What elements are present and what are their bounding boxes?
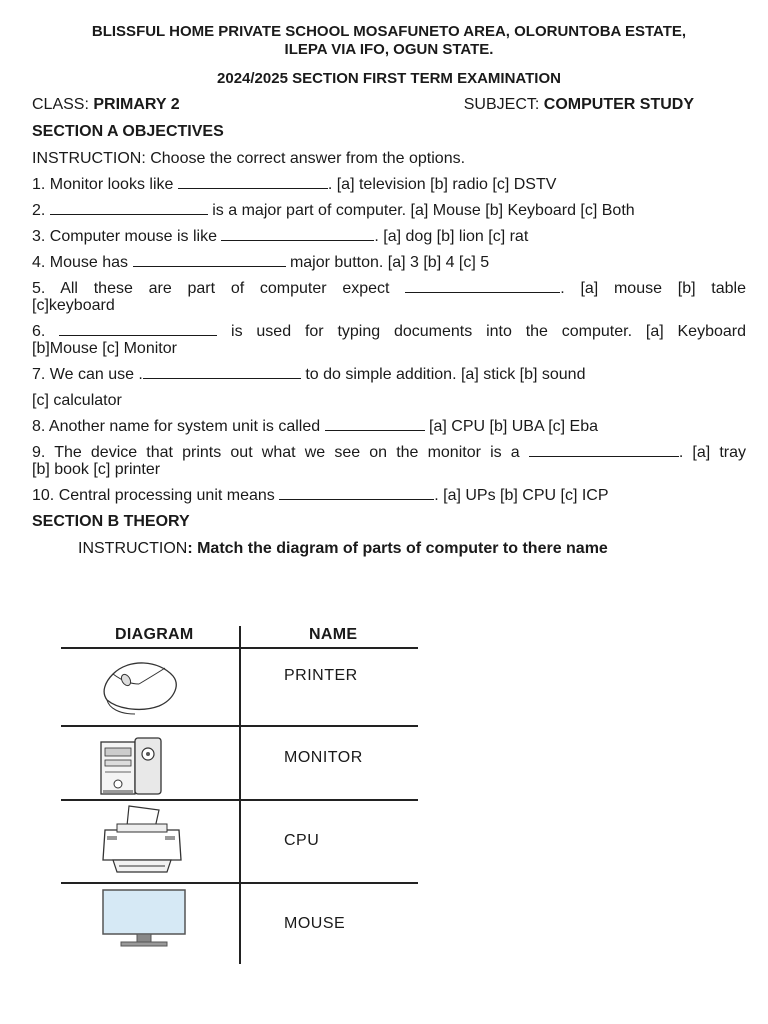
row-divider-3: [61, 882, 418, 884]
question-7-cont: [c] calculator: [32, 392, 122, 409]
name-cell-2: MONITOR: [284, 749, 363, 766]
question-2: 2. is a major part of computer. [a] Mouse [b] Keyboard [c] Both: [32, 202, 635, 219]
question-9: 9. The device that prints out what we see on the monitor is a . [a] tray: [32, 444, 747, 461]
name-column-header: NAME: [309, 626, 358, 643]
header-divider: [61, 647, 418, 649]
section-b-title: SECTION B THEORY: [32, 513, 190, 530]
class-field: CLASS: PRIMARY 2: [32, 96, 180, 113]
exam-title: 2024/2025 SECTION FIRST TERM EXAMINATION: [217, 70, 561, 87]
school-name-line2: ILEPA VIA IFO, OGUN STATE.: [284, 41, 494, 58]
question-6-cont: [b]Mouse [c] Monitor: [32, 340, 177, 357]
question-10: 10. Central processing unit means . [a] UPs [b] CPU [c] ICP: [32, 487, 609, 504]
cpu-icon: [95, 732, 171, 796]
question-5-cont: [c]keyboard: [32, 297, 115, 314]
exam-page: [32, 22, 746, 558]
question-3: 3. Computer mouse is like . [a] dog [b] lion [c] rat: [32, 228, 529, 245]
name-cell-4: MOUSE: [284, 915, 346, 932]
name-cell-1: PRINTER: [284, 667, 358, 684]
section-b-instruction: INSTRUCTION: Match the diagram of parts of computer to there name: [78, 540, 608, 557]
question-8: 8. Another name for system unit is called [a] CPU [b] UBA [c] Eba: [32, 418, 598, 435]
question-7: 7. We can use . to do simple addition. [a] stick [b] sound: [32, 366, 586, 383]
matching-table: [61, 624, 418, 964]
row-divider-2: [61, 799, 418, 801]
class-subject-line: [32, 96, 746, 114]
school-name-line1: BLISSFUL HOME PRIVATE SCHOOL MOSAFUNETO AREA, OLORUNTOBA ESTATE,: [91, 23, 687, 40]
subject-field: SUBJECT: COMPUTER STUDY: [463, 96, 694, 113]
question-9-cont: [b] book [c] printer: [32, 461, 161, 478]
section-a-instruction: INSTRUCTION: Choose the correct answer from the options.: [32, 150, 466, 167]
column-divider: [239, 626, 241, 964]
name-cell-3: CPU: [284, 832, 320, 849]
question-6: 6. is used for typing documents into the computer. [a] Keyboard: [32, 323, 746, 340]
monitor-icon: [101, 888, 189, 948]
question-5: 5. All these are part of computer expect . [a] mouse [b] table: [32, 280, 746, 297]
diagram-column-header: DIAGRAM: [115, 626, 194, 643]
printer-icon: [99, 802, 187, 878]
mouse-icon: [99, 654, 183, 716]
question-1: 1. Monitor looks like . [a] television [b] radio [c] DSTV: [32, 176, 557, 193]
section-a-title: SECTION A OBJECTIVES: [32, 123, 224, 140]
question-4: 4. Mouse has major button. [a] 3 [b] 4 [c] 5: [32, 254, 490, 271]
row-divider-1: [61, 725, 418, 727]
